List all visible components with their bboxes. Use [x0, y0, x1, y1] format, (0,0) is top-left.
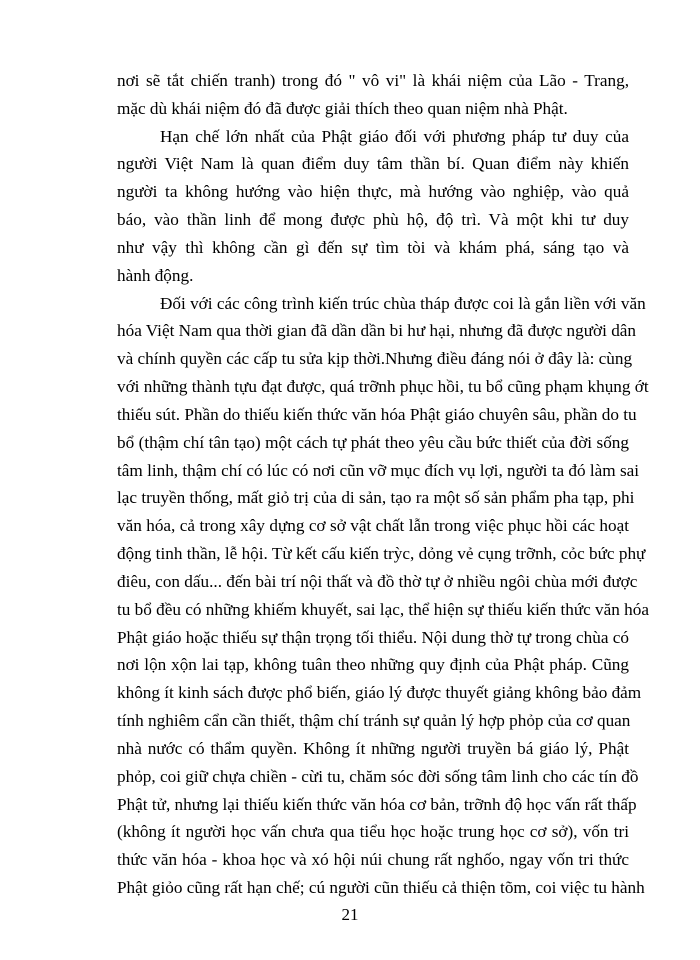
paragraph-3-line-5: thiếu sút. Phần do thiếu kiến thức văn hóa Phật giáo chuyên sâu, phần do tu	[117, 404, 637, 424]
paragraph-2-line-2: người Việt Nam là quan điểm duy tâm thần bí. Quan điểm này khiến	[117, 154, 629, 174]
paragraph-3-line-10: động tinh thần, lễ hội. Từ kết cấu kiến trỳc, dỏng vẻ cụng trỡnh, cỏc bức phự	[117, 544, 646, 564]
paragraph-3-line-1: Đối với các công trình kiến trúc chùa tháp được coi là gắn liền với văn	[160, 293, 646, 313]
paragraph-3-line-15: không ít kinh sách được phổ biến, giáo lý được thuyết giảng không bảo đảm	[117, 683, 642, 703]
paragraph-3-line-20: (không ít người học vấn chưa qua tiểu học hoặc trung học cơ sở), vốn tri	[117, 822, 629, 842]
paragraph-3-line-7: tâm linh, thậm chí có lúc có nơi cũn vỡ mục đích vụ lợi, người ta đó làm sai	[117, 460, 640, 480]
paragraph-3-line-8: lạc truyền thống, mất giỏ trị của di sản, tạo ra một số sản phẩm pha tạp, phi	[117, 488, 635, 508]
paragraph-3-line-11: điêu, con dấu... đến bài trí nội thất và đồ thờ tự ở nhiều ngôi chùa mới được	[117, 571, 638, 591]
paragraph-2-line-4: báo, vào thần linh để mong được phù hộ, độ trì. Và một khi tư duy	[117, 210, 629, 230]
paragraph-2-line-6: hành động.	[117, 265, 194, 285]
paragraph-3-line-4: với những thành tựu đạt được, quá trỡnh phục hồi, tu bổ cũng phạm khụng ớt	[117, 377, 649, 397]
paragraph-3-line-19: Phật tử, nhưng lại thiếu kiến thức văn hóa cơ bản, trỡnh độ học vấn rất thấp	[117, 794, 637, 814]
paragraph-2-line-3: người ta không hướng vào hiện thực, mà hướng vào nghiệp, vào quả	[117, 182, 629, 202]
paragraph-2-line-5: như vậy thì không cần gì đến sự tìm tòi và khám phá, sáng tạo và	[117, 237, 629, 257]
paragraph-3-line-22: Phật giỏo cũng rất hạn chế; cú người cũn thiếu cả thiện tõm, coi việc tu hành	[117, 878, 645, 897]
paragraph-3-line-16: tính nghiêm cẩn cần thiết, thậm chí tránh sự quản lý hợp phỏp của cơ quan	[117, 711, 631, 731]
paragraph-1-line-1: nơi sẽ tắt chiến tranh) trong đó " vô vi" là khái niệm của Lão - Trang,	[117, 71, 629, 90]
paragraph-3-line-18: phỏp, coi giữ chựa chiền - cừi tu, chăm sóc đời sống tâm linh cho các tín đồ	[117, 766, 639, 786]
page-number: 21	[341, 905, 359, 924]
paragraph-3-line-21: thức văn hóa - khoa học và xó hội núi chung rất nghốo, ngay vốn tri thức	[117, 850, 629, 870]
paragraph-3-line-13: Phật giáo hoặc thiếu sự thận trọng tối thiểu. Nội dung thờ tự trong chùa có	[117, 627, 629, 647]
paragraph-3-line-6: bổ (thậm chí tân tạo) một cách tự phát theo yêu cầu bức thiết của đời sống	[117, 432, 629, 452]
paragraph-3-line-9: văn hóa, cả trong xây dựng cơ sở vật chất lẫn trong việc phục hồi các hoạt	[117, 516, 629, 536]
paragraph-1-line-2: mặc dù khái niệm đó đã được giải thích theo quan niệm nhà Phật.	[117, 98, 568, 118]
paragraph-3-line-14: nơi lộn xộn lai tạp, không tuân theo những quy định của Phật pháp. Cũng	[117, 655, 629, 675]
paragraph-3-line-17: nhà nước có thẩm quyền. Không ít những người truyền bá giáo lý, Phật	[117, 738, 629, 758]
paragraph-3-line-2: hóa Việt Nam qua thời gian đã dần dần bi hư hại, nhưng đã được người dân	[117, 321, 637, 341]
paragraph-3-line-3: và chính quyền các cấp tu sửa kịp thời.Nhưng điều đáng nói ở đây là: cùng	[117, 349, 633, 369]
paragraph-2-line-1: Hạn chế lớn nhất của Phật giáo đối với phương pháp tư duy của	[160, 126, 629, 146]
paragraph-3-line-12: tu bổ đều có những khiếm khuyết, sai lạc, thể hiện sự thiếu kiến thức văn hóa	[117, 599, 649, 619]
